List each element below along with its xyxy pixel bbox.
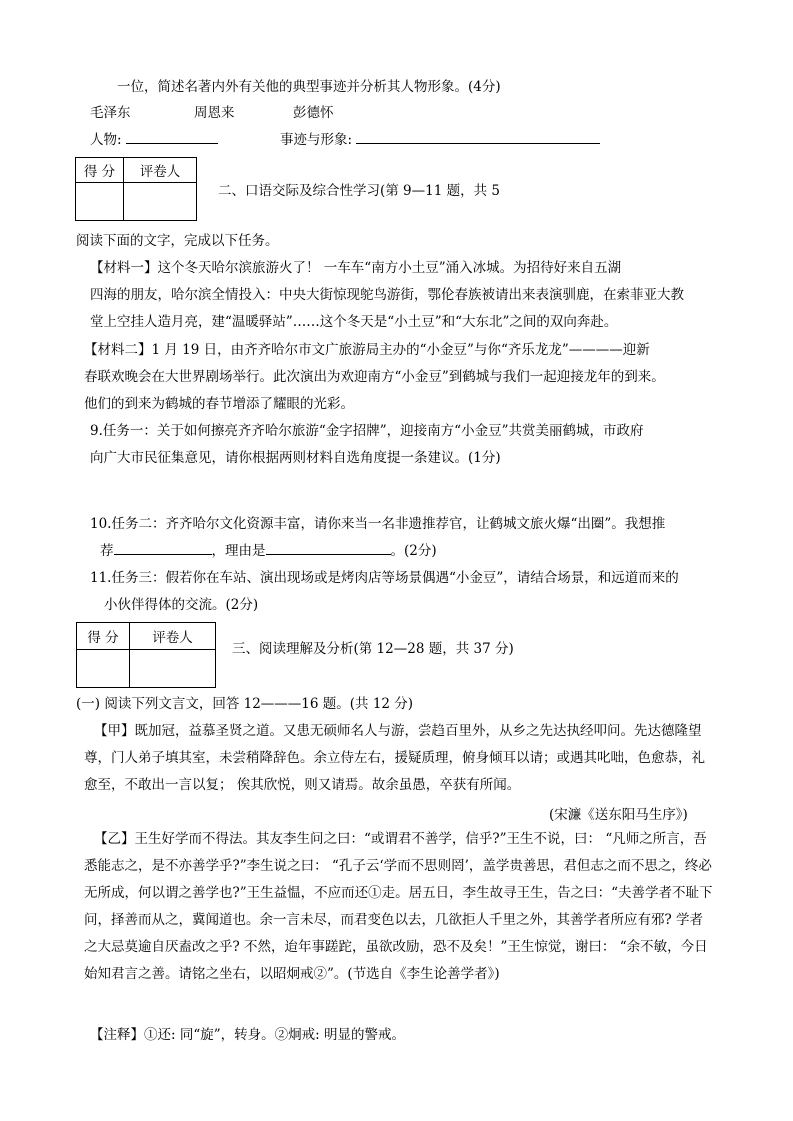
score-header-2: 得 分 [77, 623, 130, 650]
q11-line-1: 11.任务三：假若你在车站、演出现场或是烤肉店等场景偶遇“小金豆”，请结合场景，和远道而来的 [90, 570, 679, 586]
section-2-title: 二、口语交际及综合性学习(第 9—11 题，共 5 [218, 183, 500, 199]
score-header: 得 分 [76, 158, 124, 183]
score-table-1 [75, 157, 197, 221]
q8-instruction: 一位，简述名著内外有关他的典型事迹并分析其人物形象。(4分) [117, 79, 501, 95]
score-table-2 [76, 622, 216, 688]
q10-reason-blank[interactable] [266, 554, 391, 555]
material-2-line-3: 他们的到来为鹤城的春节增添了耀眼的光彩。 [84, 396, 354, 412]
section-3-title: 三、阅读理解及分析(第 12—28 题，共 37 分) [232, 641, 514, 657]
grader-header: 评卷人 [124, 158, 197, 183]
subsection-1-heading: (一) 阅读下列文言文，回答 12———16 题。(共 12 分) [76, 696, 414, 712]
name-option-3: 彭德怀 [293, 105, 334, 121]
deeds-label: 事迹与形象: [280, 132, 353, 148]
person-answer-blank[interactable] [126, 143, 218, 144]
q9-line-2: 向广大市民征集意见，请你根据两则材料自选角度提一条建议。(1分) [90, 450, 501, 466]
person-field [90, 130, 218, 150]
q10-line-1: 10.任务二：齐齐哈尔文化资源丰富，请你来当一名非遗推荐官，让鹤城文旅火爆“出圈”。我想推 [90, 516, 666, 532]
material-2-line-2: 春联欢晚会在大世界剧场举行。此次演出为欢迎南方“小金豆”到鹤城与我们一起迎接龙年的到来。 [84, 369, 665, 385]
q10-line-2 [100, 541, 437, 561]
score-cell-2[interactable] [77, 650, 130, 688]
grader-cell[interactable] [124, 183, 197, 221]
deeds-answer-blank[interactable] [356, 143, 600, 144]
material-1-line-2: 四海的朋友，哈尔滨全情投入：中央大街惊现鸵鸟游街，鄂伦春族被请出来表演驯鹿，在索菲亚大教 [90, 287, 684, 303]
q10-recommend-label: 荐 [100, 543, 114, 559]
material-1-line-3: 堂上空挂人造月亮，建“温暖驿站”……这个冬天是“小土豆”和“大东北”之间的双向奔赴。 [90, 314, 618, 330]
q10-reason-label: ，理由是 [211, 543, 266, 559]
passage-jia: 【甲】既加冠，益慕圣贤之道。又患无硕师名人与游，尝趋百里外，从乡之先达执经叩问。先达德隆望尊，门人弟子填其室，未尝稍降辞色。余立侍左右，援疑质理，俯身倾耳以请；或遇其叱咄，色愈恭，礼愈至，不敢出一言以复； 俟其欣悦，则又请焉。故余虽愚，卒获有所闻。 [84, 723, 705, 793]
person-label: 人物: [90, 132, 122, 148]
name-option-1: 毛泽东 [90, 105, 131, 121]
material-2-line-1: 【材料二】1 月 19 日，由齐齐哈尔市文广旅游局主办的“小金豆”与你“齐乐龙龙”————迎新 [84, 342, 650, 358]
name-option-2: 周恩来 [194, 105, 235, 121]
q10-score: 。(2分) [390, 543, 437, 559]
material-1-line-1: 【材料一】这个冬天哈尔滨旅游火了！ 一车车“南方小土豆”涌入冰城。为招待好来自五湖 [90, 260, 622, 276]
q10-recommend-blank[interactable] [114, 554, 212, 555]
passage-yi: 【乙】王生好学而不得法。其友李生问之曰：“或谓君不善学，信乎?”王生不说，曰： “凡师之所言，吾悉能志之，是不亦善学乎?”李生说之曰： “孔子云‘学而不思则罔’，盖学贵善思，君但志之而不思之，终必无所成，何以谓之善学也?”王生益愠，不应而还①走。居五日，李生故寻王生，告之曰：“夫善学者不耻下问，择善而从之，冀闻道也。余一言未尽，而君变色以去，几欲拒人千里之外，其善学者所应有邪? 学者之大忌莫逾自厌盍改之乎? 不然，迨年事蹉跎，虽欲改励，恐不及矣！”王生惊觉，谢曰： “余不敏，今日始知君言之善。请铭之坐右，以昭炯戒②”。(节选自《李生论善学者》) [84, 831, 713, 982]
reading-intro: 阅读下面的文字，完成以下任务。 [76, 233, 279, 249]
score-cell[interactable] [76, 183, 124, 221]
grader-cell-2[interactable] [130, 650, 216, 688]
annotation-note: 【注释】①还: 同“旋”，转身。②炯戒: 明显的警戒。 [90, 1027, 405, 1043]
passage-jia-source: (宋濂《送东阳马生序》) [549, 807, 688, 823]
q11-line-2: 小伙伴得体的交流。(2分) [104, 597, 259, 613]
grader-header-2: 评卷人 [130, 623, 216, 650]
deeds-field [280, 130, 600, 150]
q9-line-1: 9.任务一：关于如何擦亮齐齐哈尔旅游“金字招牌”，迎接南方“小金豆”共赏美丽鹤城，市政府 [90, 423, 644, 439]
